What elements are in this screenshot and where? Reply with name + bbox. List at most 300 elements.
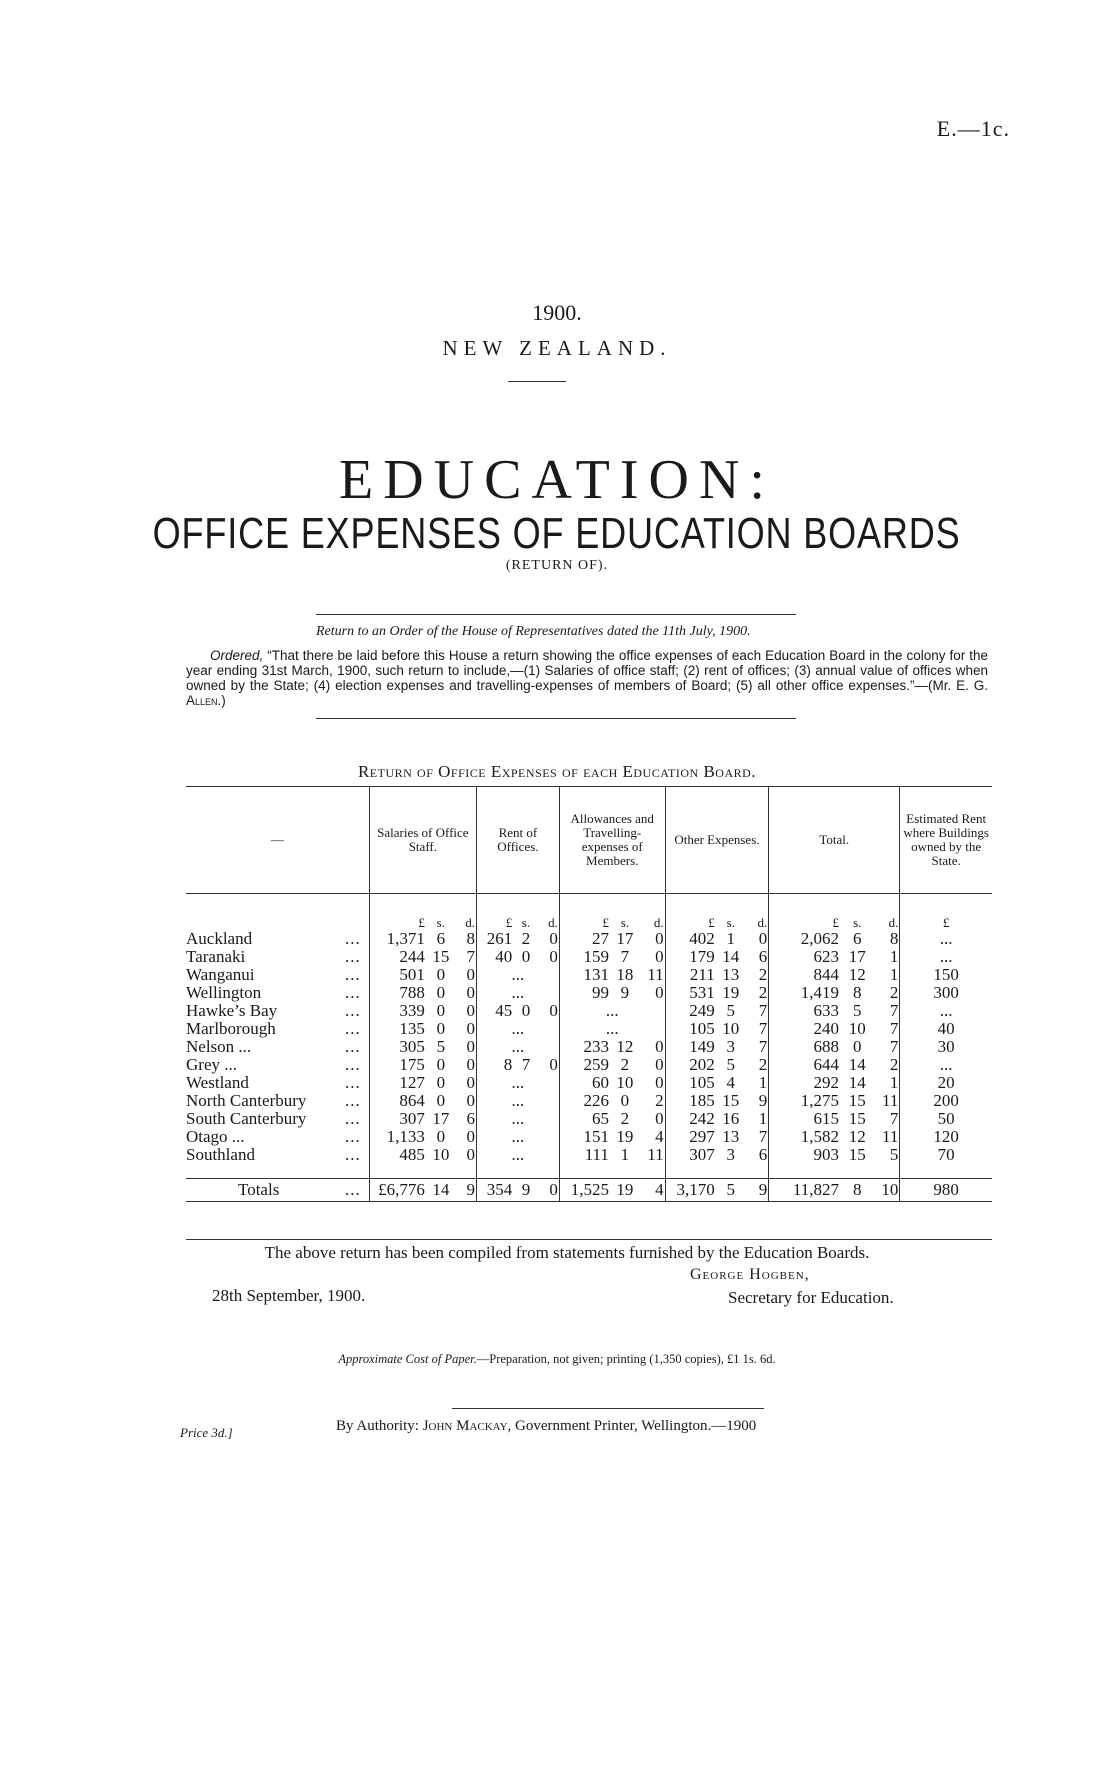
sal-shillings: 0 bbox=[436, 983, 446, 1002]
estimated-rent: 70 bbox=[900, 1146, 992, 1164]
board-name: Auckland bbox=[186, 929, 253, 948]
other-pounds: 179 bbox=[665, 948, 716, 966]
divider bbox=[316, 614, 796, 615]
total-shillings: 14 bbox=[848, 1073, 866, 1092]
allow-shillings: 12 bbox=[616, 1037, 634, 1056]
table-row bbox=[186, 1110, 992, 1128]
sal-pence: 9 bbox=[466, 1180, 475, 1199]
unit-pound: £ bbox=[665, 894, 716, 931]
allow-pounds: 1,525 bbox=[559, 1179, 610, 1202]
other-pounds: 3,170 bbox=[665, 1179, 716, 1202]
estimated-rent: 120 bbox=[900, 1128, 992, 1146]
other-pence: 1 bbox=[758, 1109, 768, 1128]
total-pounds: 633 bbox=[769, 1002, 840, 1020]
other-pounds: 105 bbox=[665, 1020, 716, 1038]
sal-pence: 0 bbox=[466, 965, 475, 984]
document-title: EDUCATION: bbox=[339, 449, 775, 511]
total-shillings: 10 bbox=[848, 1019, 866, 1038]
total-pence: 8 bbox=[889, 929, 899, 948]
total-pounds: 2,062 bbox=[769, 930, 840, 948]
spacer-cell bbox=[875, 1164, 900, 1179]
rent-empty: ... bbox=[476, 1146, 559, 1164]
rent-pounds: 261 bbox=[476, 930, 513, 948]
sal-shillings: 15 bbox=[432, 947, 450, 966]
sal-pounds: 501 bbox=[369, 966, 426, 984]
leader-dots: ... bbox=[344, 1127, 361, 1146]
estimated-rent: ... bbox=[900, 1056, 992, 1074]
board-name: North Canterbury bbox=[186, 1091, 307, 1110]
other-shillings: 3 bbox=[726, 1145, 735, 1164]
table-row bbox=[186, 930, 992, 948]
rent-pence: 0 bbox=[549, 947, 558, 966]
spacer-cell bbox=[610, 1164, 640, 1179]
spacer-cell bbox=[513, 1164, 538, 1179]
other-pounds: 242 bbox=[665, 1110, 716, 1128]
rent-empty: ... bbox=[476, 1020, 559, 1038]
allow-pence: 0 bbox=[655, 947, 664, 966]
leader-dots: ... bbox=[344, 1091, 361, 1110]
total-pounds: 903 bbox=[769, 1146, 840, 1164]
allow-shillings: 1 bbox=[620, 1145, 630, 1164]
unit-pound: £ bbox=[476, 894, 513, 931]
rent-pounds: 40 bbox=[476, 948, 513, 966]
other-pence: 9 bbox=[758, 1091, 768, 1110]
rent-pence: 0 bbox=[549, 1001, 558, 1020]
total-shillings: 14 bbox=[848, 1055, 866, 1074]
board-name: Hawke’s Bay bbox=[186, 1001, 278, 1020]
board-name: Marlborough bbox=[186, 1019, 276, 1038]
table-row bbox=[186, 1002, 992, 1020]
spacer-cell bbox=[840, 1164, 875, 1179]
rent-shillings: 9 bbox=[521, 1180, 531, 1199]
sal-pence: 0 bbox=[466, 1127, 475, 1146]
rent-shillings: 0 bbox=[521, 947, 531, 966]
leader-dots: ... bbox=[344, 929, 361, 948]
allow-shillings: 10 bbox=[616, 1073, 634, 1092]
order-text bbox=[186, 648, 988, 708]
leader-dots: ... bbox=[344, 947, 361, 966]
divider bbox=[452, 1408, 764, 1409]
estimated-rent: 150 bbox=[900, 966, 992, 984]
other-pence: 7 bbox=[758, 1127, 768, 1146]
leader-dots: ... bbox=[344, 1001, 361, 1020]
rent-empty: ... bbox=[476, 966, 559, 984]
allow-pounds: 65 bbox=[559, 1110, 610, 1128]
header-estimated: Estimated Rent where Buildings owned by the State. bbox=[900, 787, 992, 894]
total-shillings: 12 bbox=[848, 965, 866, 984]
allow-pounds: 259 bbox=[559, 1056, 610, 1074]
sal-pence: 0 bbox=[466, 1001, 475, 1020]
leader-dots: ... bbox=[344, 1037, 361, 1056]
sal-pounds: 864 bbox=[369, 1092, 426, 1110]
other-pounds: 297 bbox=[665, 1128, 716, 1146]
total-pounds: 1,275 bbox=[769, 1092, 840, 1110]
total-shillings: 8 bbox=[853, 1180, 862, 1199]
authority-suffix: Government Printer, Wellington.—1900 bbox=[515, 1418, 757, 1434]
board-name: Southland bbox=[186, 1145, 255, 1164]
sal-pounds: 788 bbox=[369, 984, 426, 1002]
year: 1900. bbox=[532, 300, 582, 325]
rent-pence: 0 bbox=[549, 929, 558, 948]
authority-prefix: By Authority: bbox=[336, 1418, 419, 1434]
total-pence: 1 bbox=[889, 1073, 899, 1092]
total-pence: 11 bbox=[881, 1091, 899, 1110]
other-pence: 9 bbox=[758, 1180, 768, 1199]
total-pence: 10 bbox=[881, 1180, 899, 1199]
cost-note bbox=[0, 1352, 1114, 1367]
estimated-rent: 200 bbox=[900, 1092, 992, 1110]
table-row bbox=[186, 1146, 992, 1164]
unit-shillings: s. bbox=[853, 915, 862, 930]
total-shillings: 5 bbox=[853, 1001, 862, 1020]
rent-shillings: 7 bbox=[521, 1055, 531, 1074]
total-pence: 5 bbox=[889, 1145, 899, 1164]
other-pence: 2 bbox=[758, 965, 768, 984]
unit-pence: d. bbox=[465, 915, 475, 930]
allow-pence: 0 bbox=[655, 1037, 664, 1056]
sal-pounds: 135 bbox=[369, 1020, 426, 1038]
allow-pence: 4 bbox=[655, 1127, 664, 1146]
board-name: Taranaki bbox=[186, 947, 246, 966]
other-shillings: 19 bbox=[722, 983, 740, 1002]
leader-dots: ... bbox=[344, 1145, 361, 1164]
header-rent: Rent of Offices. bbox=[476, 787, 559, 894]
printer-name: John Mackay, bbox=[422, 1418, 512, 1434]
spacer-cell bbox=[559, 1164, 610, 1179]
estimated-rent: 20 bbox=[900, 1074, 992, 1092]
other-pence: 7 bbox=[758, 1037, 768, 1056]
allow-pounds: 151 bbox=[559, 1128, 610, 1146]
subtitle-text: OFFICE EXPENSES OF EDUCATION BOARDS bbox=[153, 509, 961, 558]
allow-pence: 11 bbox=[647, 1145, 664, 1164]
allow-pounds: 60 bbox=[559, 1074, 610, 1092]
divider bbox=[186, 1239, 992, 1240]
board-name: Totals bbox=[238, 1180, 280, 1199]
allow-pence: 2 bbox=[655, 1091, 664, 1110]
total-pounds: 1,582 bbox=[769, 1128, 840, 1146]
sal-shillings: 5 bbox=[436, 1037, 446, 1056]
leader-dots: ... bbox=[344, 983, 361, 1002]
sal-pence: 0 bbox=[466, 1145, 475, 1164]
total-shillings: 15 bbox=[848, 1145, 866, 1164]
sal-pounds: 127 bbox=[369, 1074, 426, 1092]
spacer-cell bbox=[746, 1164, 769, 1179]
sal-pounds: 485 bbox=[369, 1146, 426, 1164]
board-name: Wellington bbox=[186, 983, 262, 1002]
unit-shillings: s. bbox=[620, 915, 630, 930]
total-pence: 1 bbox=[889, 947, 899, 966]
sal-pounds: 1,133 bbox=[369, 1128, 426, 1146]
spacer-cell bbox=[900, 1164, 992, 1179]
allow-pence: 0 bbox=[655, 929, 664, 948]
sal-shillings: 0 bbox=[436, 1091, 446, 1110]
sal-pounds: 1,371 bbox=[369, 930, 426, 948]
allow-pounds: 226 bbox=[559, 1092, 610, 1110]
unit-shillings: s. bbox=[436, 915, 445, 930]
total-shillings: 15 bbox=[848, 1109, 866, 1128]
unit-pound: £ bbox=[369, 894, 426, 931]
total-pounds: 1,419 bbox=[769, 984, 840, 1002]
signatory-name: George Hogben, bbox=[690, 1266, 810, 1283]
other-pence: 2 bbox=[758, 983, 768, 1002]
sal-pounds: 307 bbox=[369, 1110, 426, 1128]
other-shillings: 1 bbox=[726, 929, 735, 948]
allow-pence: 4 bbox=[655, 1180, 664, 1199]
return-of-label: (RETURN OF). bbox=[505, 558, 609, 573]
rent-empty: ... bbox=[476, 1074, 559, 1092]
rent-pence: 0 bbox=[549, 1180, 558, 1199]
sal-pounds: 339 bbox=[369, 1002, 426, 1020]
units-blank bbox=[186, 894, 340, 931]
board-name: Otago ... bbox=[186, 1127, 245, 1146]
other-pounds: 402 bbox=[665, 930, 716, 948]
table-row bbox=[186, 984, 992, 1002]
allow-pounds: 159 bbox=[559, 948, 610, 966]
total-shillings: 17 bbox=[848, 947, 866, 966]
leader-dots: ... bbox=[344, 1019, 361, 1038]
table-row bbox=[186, 1056, 992, 1074]
table-row bbox=[186, 1020, 992, 1038]
allow-shillings: 9 bbox=[620, 983, 630, 1002]
spacer-row bbox=[186, 1164, 992, 1179]
total-shillings: 6 bbox=[853, 929, 862, 948]
other-pounds: 307 bbox=[665, 1146, 716, 1164]
rent-empty: ... bbox=[476, 1110, 559, 1128]
unit-pence: d. bbox=[888, 915, 899, 930]
other-pence: 6 bbox=[758, 1145, 768, 1164]
spacer-cell bbox=[539, 1164, 560, 1179]
estimated-rent: ... bbox=[900, 930, 992, 948]
unit-shillings: s. bbox=[521, 915, 531, 930]
unit-shillings: s. bbox=[726, 915, 735, 930]
sal-pounds: 305 bbox=[369, 1038, 426, 1056]
other-shillings: 4 bbox=[726, 1073, 735, 1092]
sal-pence: 6 bbox=[466, 1109, 475, 1128]
table-title: Return of Office Expenses of each Education Board. bbox=[357, 762, 757, 781]
sal-shillings: 0 bbox=[436, 1055, 446, 1074]
other-pounds: 531 bbox=[665, 984, 716, 1002]
total-pence: 7 bbox=[889, 1001, 899, 1020]
rent-pounds: 354 bbox=[476, 1179, 513, 1202]
spacer-cell bbox=[426, 1164, 456, 1179]
allow-shillings: 0 bbox=[620, 1091, 630, 1110]
printer-authority bbox=[336, 1418, 756, 1435]
rent-shillings: 0 bbox=[521, 1001, 531, 1020]
units-row bbox=[186, 894, 992, 931]
other-shillings: 14 bbox=[722, 947, 740, 966]
sal-pence: 0 bbox=[466, 1037, 475, 1056]
other-shillings: 3 bbox=[726, 1037, 735, 1056]
sal-shillings: 10 bbox=[432, 1145, 450, 1164]
other-shillings: 13 bbox=[722, 1127, 740, 1146]
total-pounds: 644 bbox=[769, 1056, 840, 1074]
other-shillings: 13 bbox=[722, 965, 740, 984]
spacer-cell bbox=[769, 1164, 840, 1179]
total-pounds: 623 bbox=[769, 948, 840, 966]
sal-pounds: 175 bbox=[369, 1056, 426, 1074]
signatory-title: Secretary for Education. bbox=[728, 1288, 894, 1307]
rent-empty: ... bbox=[476, 1038, 559, 1056]
board-name: Westland bbox=[186, 1073, 249, 1092]
allow-pounds: 99 bbox=[559, 984, 610, 1002]
sal-pence: 0 bbox=[466, 1019, 475, 1038]
expenses-table bbox=[186, 786, 992, 1202]
cost-label: Approximate Cost of Paper. bbox=[338, 1352, 477, 1366]
allow-shillings: 19 bbox=[616, 1180, 634, 1199]
other-shillings: 5 bbox=[726, 1001, 735, 1020]
header-other: Other Expenses. bbox=[665, 787, 769, 894]
spacer-cell bbox=[640, 1164, 665, 1179]
other-pounds: 211 bbox=[665, 966, 716, 984]
table-row bbox=[186, 966, 992, 984]
other-pence: 0 bbox=[758, 929, 768, 948]
spacer-cell bbox=[186, 1164, 340, 1179]
spacer-cell bbox=[716, 1164, 746, 1179]
unit-pence: d. bbox=[653, 915, 664, 930]
spacer-cell bbox=[665, 1164, 716, 1179]
board-name: Wanganui bbox=[186, 965, 255, 984]
price: Price 3d.] bbox=[180, 1425, 233, 1440]
rent-empty: ... bbox=[476, 1092, 559, 1110]
estimated-rent: ... bbox=[900, 948, 992, 966]
leader-dots: ... bbox=[344, 965, 361, 984]
total-pounds: 240 bbox=[769, 1020, 840, 1038]
rent-pounds: 45 bbox=[476, 1002, 513, 1020]
document-subtitle bbox=[0, 509, 1114, 558]
allow-empty: ... bbox=[559, 1020, 665, 1038]
ordered-author: Allen.) bbox=[186, 693, 226, 708]
estimated-rent: 980 bbox=[900, 1179, 992, 1202]
allow-pounds: 27 bbox=[559, 930, 610, 948]
rent-pounds: 8 bbox=[476, 1056, 513, 1074]
cost-text: —Preparation, not given; printing (1,350 copies), £1 1s. 6d. bbox=[476, 1352, 776, 1366]
allow-pence: 0 bbox=[655, 1073, 664, 1092]
spacer-cell bbox=[456, 1164, 477, 1179]
unit-pence: d. bbox=[757, 915, 768, 930]
sal-shillings: 14 bbox=[432, 1180, 450, 1199]
other-shillings: 5 bbox=[726, 1180, 735, 1199]
order-line: Return to an Order of the House of Representatives dated the 11th July, 1900. bbox=[316, 624, 751, 639]
leader-dots: ... bbox=[344, 1055, 361, 1074]
total-pounds: 11,827 bbox=[769, 1179, 840, 1202]
total-shillings: 12 bbox=[848, 1127, 866, 1146]
totals-row bbox=[186, 1179, 992, 1202]
ordered-body: “That there be laid before this House a return showing the office expenses of each Education Board in the colony for the year ending 31st March, 1900, such return to include,—(1) Salaries of office staff; (2) rent of offices; (3) annual value of offices when owned by the State; (4) election expenses and travelling-expenses of members of Board; (5) all other office expenses.”—(Mr. E. G. bbox=[186, 648, 988, 693]
other-pounds: 202 bbox=[665, 1056, 716, 1074]
spacer-cell bbox=[369, 1164, 426, 1179]
board-name: South Canterbury bbox=[186, 1109, 307, 1128]
compiled-note: The above return has been compiled from statements furnished by the Education Boards. bbox=[264, 1243, 870, 1262]
other-pence: 2 bbox=[758, 1055, 768, 1074]
allow-pence: 0 bbox=[655, 1109, 664, 1128]
other-shillings: 10 bbox=[722, 1019, 740, 1038]
sal-pounds: £6,776 bbox=[369, 1179, 426, 1202]
allow-shillings: 7 bbox=[620, 947, 630, 966]
total-shillings: 8 bbox=[853, 983, 862, 1002]
board-name: Nelson ... bbox=[186, 1037, 252, 1056]
country: NEW ZEALAND. bbox=[442, 336, 672, 360]
header-total: Total. bbox=[769, 787, 900, 894]
sal-pence: 0 bbox=[466, 1073, 475, 1092]
allow-empty: ... bbox=[559, 1002, 665, 1020]
allow-pence: 0 bbox=[655, 983, 664, 1002]
estimated-rent: 30 bbox=[900, 1038, 992, 1056]
total-pence: 1 bbox=[889, 965, 899, 984]
table-header-row bbox=[186, 787, 992, 894]
total-pounds: 688 bbox=[769, 1038, 840, 1056]
rent-pence: 0 bbox=[549, 1055, 558, 1074]
allow-shillings: 2 bbox=[620, 1055, 630, 1074]
other-pounds: 105 bbox=[665, 1074, 716, 1092]
estimated-rent: 300 bbox=[900, 984, 992, 1002]
unit-pound: £ bbox=[900, 894, 992, 931]
total-shillings: 0 bbox=[853, 1037, 862, 1056]
sal-shillings: 0 bbox=[436, 1019, 446, 1038]
sal-shillings: 0 bbox=[436, 1001, 446, 1020]
leader-dots: ... bbox=[344, 1109, 361, 1128]
total-pence: 11 bbox=[881, 1127, 899, 1146]
allow-pence: 0 bbox=[655, 1055, 664, 1074]
allow-shillings: 17 bbox=[616, 929, 634, 948]
table-row bbox=[186, 1092, 992, 1110]
sal-pence: 7 bbox=[466, 947, 475, 966]
table-row bbox=[186, 948, 992, 966]
board-name: Grey ... bbox=[186, 1055, 237, 1074]
sal-shillings: 0 bbox=[436, 965, 446, 984]
allow-pence: 11 bbox=[647, 965, 664, 984]
leader-dots: ... bbox=[344, 1180, 361, 1199]
total-pence: 7 bbox=[889, 1037, 899, 1056]
header-salaries: Salaries of Office Staff. bbox=[369, 787, 476, 894]
allow-pounds: 233 bbox=[559, 1038, 610, 1056]
rent-empty: ... bbox=[476, 1128, 559, 1146]
estimated-rent: 40 bbox=[900, 1020, 992, 1038]
unit-pound: £ bbox=[769, 894, 840, 931]
sal-shillings: 0 bbox=[436, 1127, 446, 1146]
sal-shillings: 6 bbox=[436, 929, 446, 948]
sal-shillings: 17 bbox=[432, 1109, 450, 1128]
date: 28th September, 1900. bbox=[212, 1286, 366, 1305]
total-pounds: 292 bbox=[769, 1074, 840, 1092]
divider bbox=[316, 718, 796, 719]
total-pounds: 615 bbox=[769, 1110, 840, 1128]
divider bbox=[508, 381, 566, 382]
other-shillings: 16 bbox=[722, 1109, 740, 1128]
estimated-rent: ... bbox=[900, 1002, 992, 1020]
rent-empty: ... bbox=[476, 984, 559, 1002]
total-pence: 2 bbox=[889, 983, 899, 1002]
total-shillings: 15 bbox=[848, 1091, 866, 1110]
sal-pence: 0 bbox=[466, 1055, 475, 1074]
spacer-cell bbox=[340, 1164, 369, 1179]
other-pounds: 185 bbox=[665, 1092, 716, 1110]
allow-shillings: 18 bbox=[616, 965, 634, 984]
sal-pence: 8 bbox=[466, 929, 475, 948]
spacer-cell bbox=[476, 1164, 513, 1179]
units-blank bbox=[340, 894, 369, 931]
other-pounds: 249 bbox=[665, 1002, 716, 1020]
document-reference: E.—1c. bbox=[936, 116, 1010, 141]
table-row bbox=[186, 1038, 992, 1056]
sal-pence: 0 bbox=[466, 983, 475, 1002]
table-row bbox=[186, 1128, 992, 1146]
ordered-label: Ordered, bbox=[210, 648, 264, 663]
other-pence: 6 bbox=[758, 947, 768, 966]
total-pence: 2 bbox=[889, 1055, 899, 1074]
table-row bbox=[186, 1074, 992, 1092]
other-pence: 7 bbox=[758, 1001, 768, 1020]
allow-pounds: 131 bbox=[559, 966, 610, 984]
